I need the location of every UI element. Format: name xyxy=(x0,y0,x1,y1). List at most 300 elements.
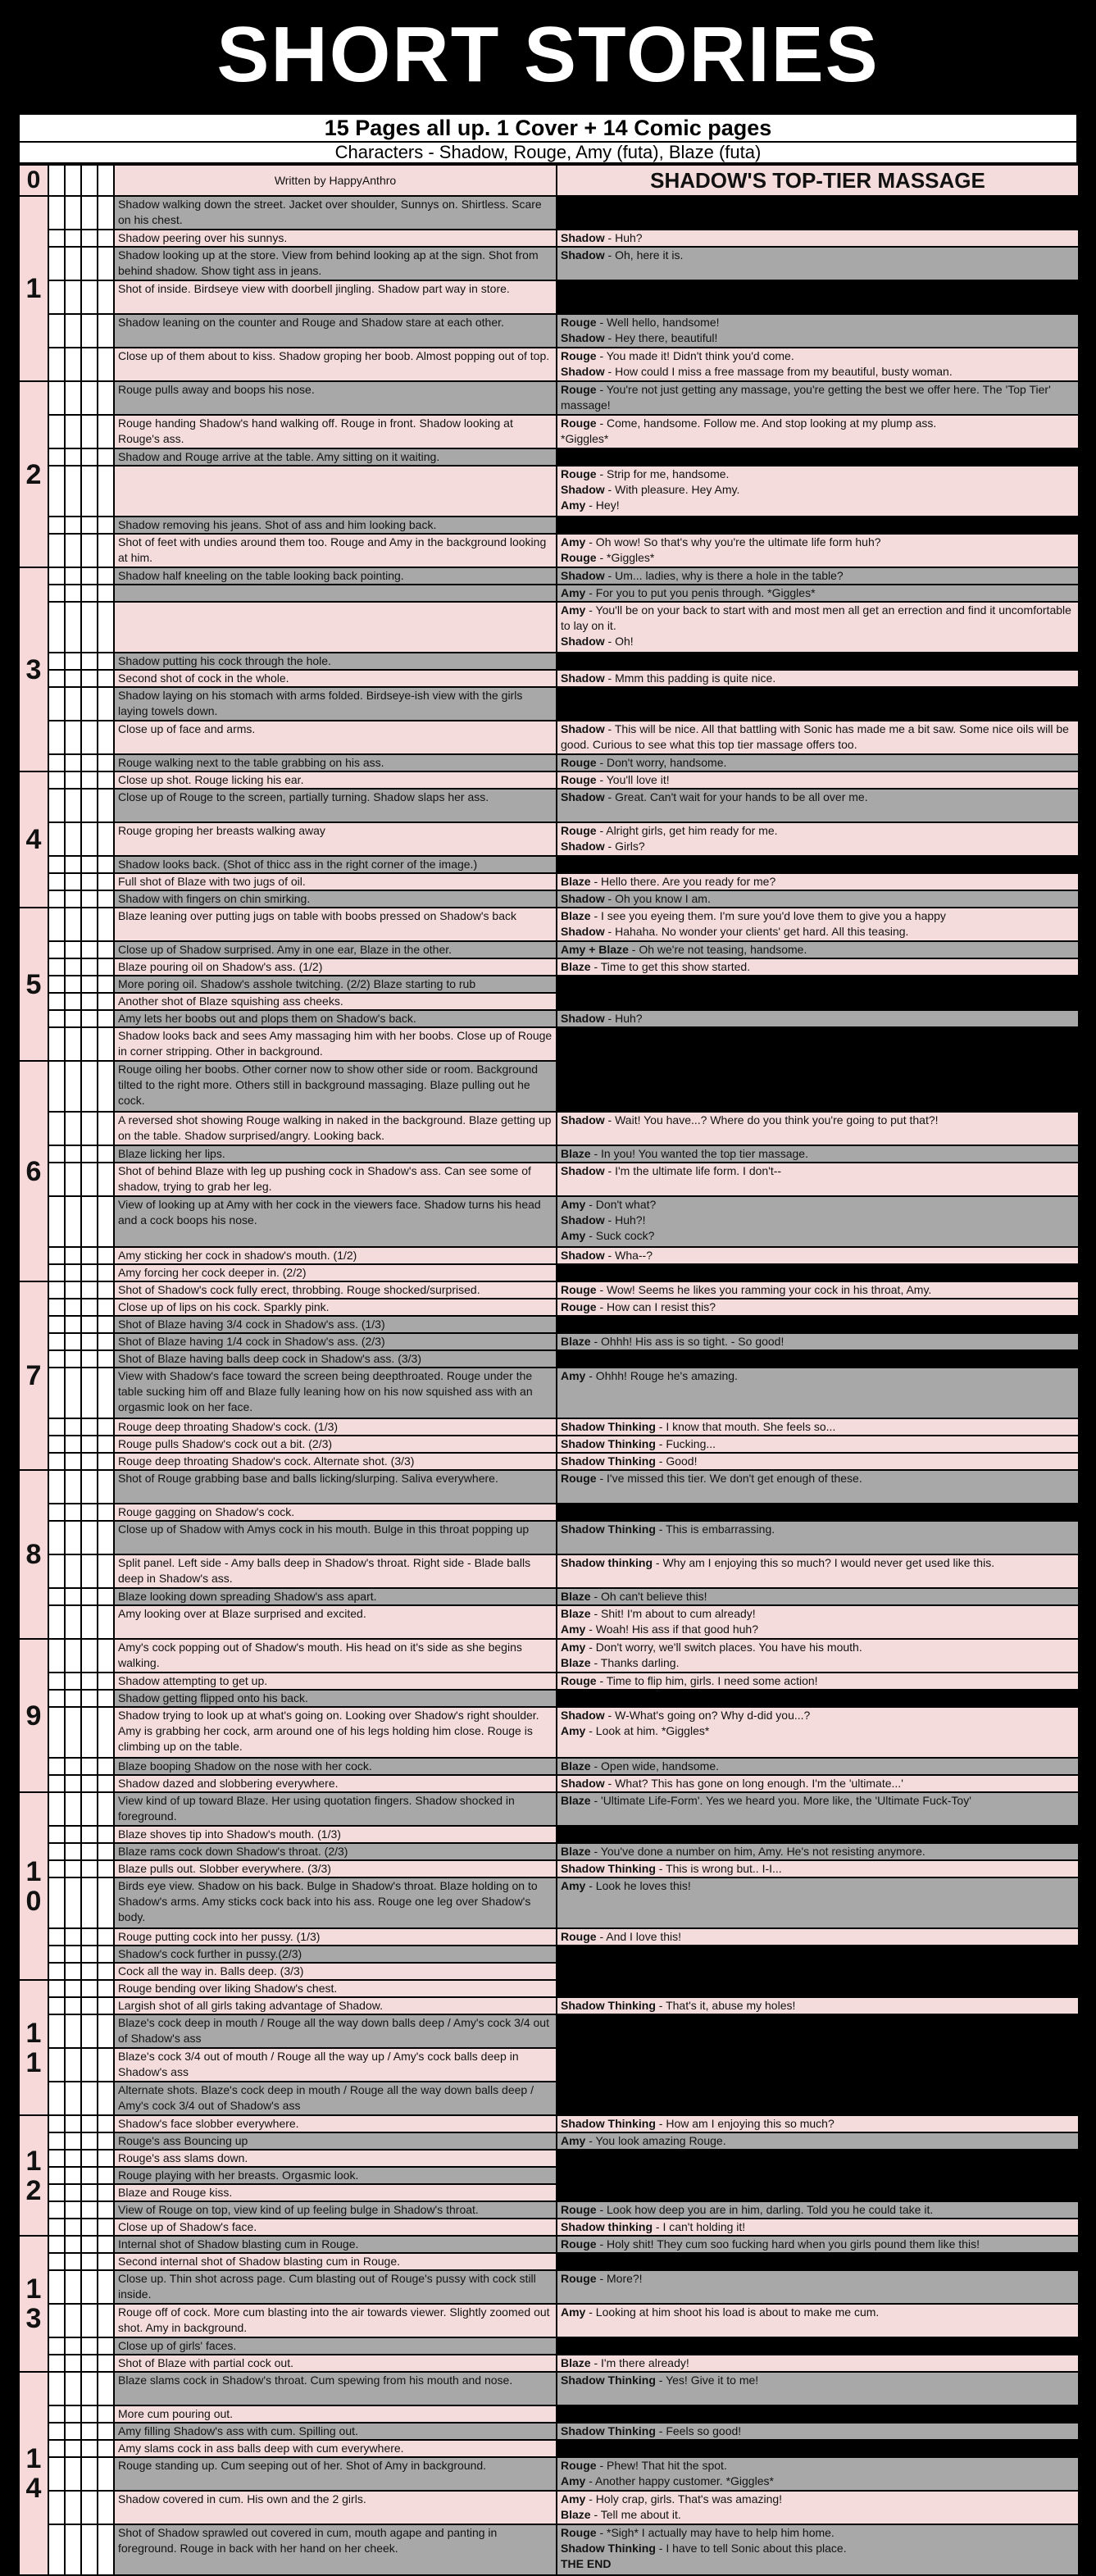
checkbox[interactable] xyxy=(98,721,114,754)
checkbox[interactable] xyxy=(81,687,98,721)
checkbox[interactable] xyxy=(98,1860,114,1877)
checkbox[interactable] xyxy=(48,670,65,687)
checkbox[interactable] xyxy=(48,1963,65,1980)
checkbox[interactable] xyxy=(48,1316,65,1333)
checkbox[interactable] xyxy=(81,1690,98,1707)
checkbox[interactable] xyxy=(48,1112,65,1145)
checkbox[interactable] xyxy=(81,1758,98,1775)
checkbox[interactable] xyxy=(65,2304,81,2337)
checkbox[interactable] xyxy=(81,856,98,873)
checkbox[interactable] xyxy=(98,1112,114,1145)
checkbox[interactable] xyxy=(98,2440,114,2457)
checkbox[interactable] xyxy=(65,1758,81,1775)
checkbox[interactable] xyxy=(48,1521,65,1554)
checkbox[interactable] xyxy=(81,1946,98,1963)
checkbox[interactable] xyxy=(81,1673,98,1690)
checkbox[interactable] xyxy=(65,2236,81,2253)
checkbox[interactable] xyxy=(48,976,65,993)
checkbox[interactable] xyxy=(81,2184,98,2201)
checkbox[interactable] xyxy=(48,1368,65,1418)
checkbox[interactable] xyxy=(65,1112,81,1145)
checkbox[interactable] xyxy=(65,1928,81,1946)
checkbox[interactable] xyxy=(98,1605,114,1639)
checkbox[interactable] xyxy=(65,653,81,670)
checkbox[interactable] xyxy=(65,517,81,534)
checkbox[interactable] xyxy=(98,941,114,958)
checkbox[interactable] xyxy=(81,381,98,415)
checkbox[interactable] xyxy=(98,993,114,1010)
checkbox[interactable] xyxy=(98,1061,114,1112)
checkbox[interactable] xyxy=(65,771,81,789)
checkbox[interactable] xyxy=(81,890,98,908)
checkbox[interactable] xyxy=(65,1554,81,1588)
checkbox[interactable] xyxy=(48,993,65,1010)
checkbox[interactable] xyxy=(65,2253,81,2270)
checkbox[interactable] xyxy=(98,1928,114,1946)
checkbox[interactable] xyxy=(81,670,98,687)
checkbox[interactable] xyxy=(81,2014,98,2048)
checkbox[interactable] xyxy=(65,585,81,602)
checkbox[interactable] xyxy=(65,1860,81,1877)
checkbox[interactable] xyxy=(81,466,98,517)
checkbox[interactable] xyxy=(65,2524,81,2575)
checkbox[interactable] xyxy=(98,890,114,908)
checkbox[interactable] xyxy=(65,2457,81,2491)
checkbox[interactable] xyxy=(98,1368,114,1418)
checkbox[interactable] xyxy=(81,873,98,890)
checkbox[interactable] xyxy=(98,908,114,941)
checkbox[interactable] xyxy=(81,1521,98,1554)
checkbox[interactable] xyxy=(48,2184,65,2201)
checkbox[interactable] xyxy=(98,976,114,993)
checkbox[interactable] xyxy=(65,2082,81,2115)
checkbox[interactable] xyxy=(81,1418,98,1436)
checkbox[interactable] xyxy=(98,1690,114,1707)
checkbox[interactable] xyxy=(81,1368,98,1418)
checkbox[interactable] xyxy=(98,1010,114,1027)
checkbox[interactable] xyxy=(98,448,114,466)
checkbox[interactable] xyxy=(81,1247,98,1264)
checkbox[interactable] xyxy=(81,1145,98,1163)
checkbox[interactable] xyxy=(48,2132,65,2150)
checkbox[interactable] xyxy=(65,873,81,890)
checkbox[interactable] xyxy=(81,2167,98,2184)
checkbox[interactable] xyxy=(81,2524,98,2575)
checkbox[interactable] xyxy=(48,314,65,348)
checkbox[interactable] xyxy=(48,1877,65,1928)
checkbox[interactable] xyxy=(81,1588,98,1605)
checkbox[interactable] xyxy=(98,822,114,856)
checkbox[interactable] xyxy=(48,1673,65,1690)
checkbox[interactable] xyxy=(65,1333,81,1350)
checkbox[interactable] xyxy=(81,2048,98,2082)
checkbox[interactable] xyxy=(65,2048,81,2082)
checkbox[interactable] xyxy=(48,1247,65,1264)
checkbox[interactable] xyxy=(48,517,65,534)
checkbox[interactable] xyxy=(98,653,114,670)
checkbox[interactable] xyxy=(65,958,81,976)
checkbox[interactable] xyxy=(81,1281,98,1299)
checkbox[interactable] xyxy=(48,2115,65,2132)
checkbox[interactable] xyxy=(48,448,65,466)
checkbox[interactable] xyxy=(81,1027,98,1061)
checkbox[interactable] xyxy=(98,2132,114,2150)
checkbox[interactable] xyxy=(65,602,81,653)
checkbox[interactable] xyxy=(65,1470,81,1504)
checkbox[interactable] xyxy=(48,1010,65,1027)
checkbox[interactable] xyxy=(65,1997,81,2014)
checkbox[interactable] xyxy=(98,2405,114,2423)
checkbox[interactable] xyxy=(65,2270,81,2304)
checkbox[interactable] xyxy=(81,2219,98,2236)
checkbox[interactable] xyxy=(48,2337,65,2355)
checkbox[interactable] xyxy=(98,1707,114,1758)
checkbox[interactable] xyxy=(65,1368,81,1418)
checkbox[interactable] xyxy=(81,1792,98,1826)
checkbox[interactable] xyxy=(98,1877,114,1928)
checkbox[interactable] xyxy=(81,1061,98,1112)
checkbox[interactable] xyxy=(98,2082,114,2115)
checkbox[interactable] xyxy=(65,1826,81,1843)
checkbox[interactable] xyxy=(48,1997,65,2014)
checkbox[interactable] xyxy=(98,2524,114,2575)
checkbox[interactable] xyxy=(98,280,114,314)
checkbox[interactable] xyxy=(81,941,98,958)
checkbox[interactable] xyxy=(48,2457,65,2491)
checkbox[interactable] xyxy=(65,2201,81,2219)
checkbox[interactable] xyxy=(98,2372,114,2405)
checkbox[interactable] xyxy=(98,2048,114,2082)
checkbox[interactable] xyxy=(81,247,98,280)
checkbox[interactable] xyxy=(81,1707,98,1758)
checkbox[interactable] xyxy=(81,2405,98,2423)
checkbox[interactable] xyxy=(98,1453,114,1470)
checkbox[interactable] xyxy=(48,1758,65,1775)
checkbox[interactable] xyxy=(81,754,98,771)
checkbox[interactable] xyxy=(48,890,65,908)
checkbox[interactable] xyxy=(65,2150,81,2167)
checkbox[interactable] xyxy=(65,2167,81,2184)
checkbox[interactable] xyxy=(65,1775,81,1792)
checkbox[interactable] xyxy=(81,1504,98,1521)
checkbox[interactable] xyxy=(48,2201,65,2219)
checkbox[interactable] xyxy=(48,1775,65,1792)
checkbox[interactable] xyxy=(81,2337,98,2355)
checkbox[interactable] xyxy=(65,2372,81,2405)
checkbox[interactable] xyxy=(98,1299,114,1316)
checkbox[interactable] xyxy=(98,165,114,196)
checkbox[interactable] xyxy=(65,1264,81,1281)
checkbox[interactable] xyxy=(81,1196,98,1247)
checkbox[interactable] xyxy=(98,2150,114,2167)
checkbox[interactable] xyxy=(98,1470,114,1504)
checkbox[interactable] xyxy=(65,230,81,247)
checkbox[interactable] xyxy=(65,721,81,754)
checkbox[interactable] xyxy=(48,1639,65,1673)
checkbox[interactable] xyxy=(98,1196,114,1247)
checkbox[interactable] xyxy=(98,1436,114,1453)
checkbox[interactable] xyxy=(48,1707,65,1758)
checkbox[interactable] xyxy=(81,771,98,789)
checkbox[interactable] xyxy=(48,567,65,585)
checkbox[interactable] xyxy=(81,2423,98,2440)
checkbox[interactable] xyxy=(81,1997,98,2014)
checkbox[interactable] xyxy=(65,348,81,381)
checkbox[interactable] xyxy=(98,567,114,585)
checkbox[interactable] xyxy=(48,1436,65,1453)
checkbox[interactable] xyxy=(81,993,98,1010)
checkbox[interactable] xyxy=(48,1792,65,1826)
checkbox[interactable] xyxy=(65,2184,81,2201)
checkbox[interactable] xyxy=(81,1605,98,1639)
checkbox[interactable] xyxy=(98,2355,114,2372)
checkbox[interactable] xyxy=(65,1521,81,1554)
checkbox[interactable] xyxy=(65,2014,81,2048)
checkbox[interactable] xyxy=(48,856,65,873)
checkbox[interactable] xyxy=(98,1247,114,1264)
checkbox[interactable] xyxy=(48,1843,65,1860)
checkbox[interactable] xyxy=(98,517,114,534)
checkbox[interactable] xyxy=(48,771,65,789)
checkbox[interactable] xyxy=(48,415,65,448)
checkbox[interactable] xyxy=(48,2167,65,2184)
checkbox[interactable] xyxy=(48,1554,65,1588)
checkbox[interactable] xyxy=(48,1418,65,1436)
checkbox[interactable] xyxy=(98,2337,114,2355)
checkbox[interactable] xyxy=(81,721,98,754)
checkbox[interactable] xyxy=(48,2048,65,2082)
checkbox[interactable] xyxy=(81,1826,98,1843)
checkbox[interactable] xyxy=(65,1027,81,1061)
checkbox[interactable] xyxy=(98,2236,114,2253)
checkbox[interactable] xyxy=(98,670,114,687)
checkbox[interactable] xyxy=(98,1350,114,1368)
checkbox[interactable] xyxy=(48,1504,65,1521)
checkbox[interactable] xyxy=(98,1145,114,1163)
checkbox[interactable] xyxy=(98,1281,114,1299)
checkbox[interactable] xyxy=(65,1350,81,1368)
checkbox[interactable] xyxy=(65,247,81,280)
checkbox[interactable] xyxy=(98,1521,114,1554)
checkbox[interactable] xyxy=(98,789,114,822)
checkbox[interactable] xyxy=(98,314,114,348)
checkbox[interactable] xyxy=(65,1281,81,1299)
checkbox[interactable] xyxy=(48,2524,65,2575)
checkbox[interactable] xyxy=(65,1690,81,1707)
checkbox[interactable] xyxy=(65,1010,81,1027)
checkbox[interactable] xyxy=(98,196,114,230)
checkbox[interactable] xyxy=(48,1860,65,1877)
checkbox[interactable] xyxy=(65,822,81,856)
checkbox[interactable] xyxy=(81,1775,98,1792)
checkbox[interactable] xyxy=(48,2014,65,2048)
checkbox[interactable] xyxy=(81,1264,98,1281)
checkbox[interactable] xyxy=(48,2405,65,2423)
checkbox[interactable] xyxy=(48,721,65,754)
checkbox[interactable] xyxy=(65,2405,81,2423)
checkbox[interactable] xyxy=(65,2337,81,2355)
checkbox[interactable] xyxy=(81,196,98,230)
checkbox[interactable] xyxy=(48,2236,65,2253)
checkbox[interactable] xyxy=(98,771,114,789)
checkbox[interactable] xyxy=(65,1877,81,1928)
checkbox[interactable] xyxy=(81,1112,98,1145)
checkbox[interactable] xyxy=(98,873,114,890)
checkbox[interactable] xyxy=(98,1504,114,1521)
checkbox[interactable] xyxy=(48,280,65,314)
checkbox[interactable] xyxy=(65,1792,81,1826)
checkbox[interactable] xyxy=(48,1946,65,1963)
checkbox[interactable] xyxy=(81,2082,98,2115)
checkbox[interactable] xyxy=(48,2304,65,2337)
checkbox[interactable] xyxy=(98,1826,114,1843)
checkbox[interactable] xyxy=(48,1605,65,1639)
checkbox[interactable] xyxy=(81,1316,98,1333)
checkbox[interactable] xyxy=(98,1027,114,1061)
checkbox[interactable] xyxy=(98,1639,114,1673)
checkbox[interactable] xyxy=(65,754,81,771)
checkbox[interactable] xyxy=(65,1145,81,1163)
checkbox[interactable] xyxy=(65,196,81,230)
checkbox[interactable] xyxy=(65,1453,81,1470)
checkbox[interactable] xyxy=(48,789,65,822)
checkbox[interactable] xyxy=(48,2423,65,2440)
checkbox[interactable] xyxy=(48,2150,65,2167)
checkbox[interactable] xyxy=(48,602,65,653)
checkbox[interactable] xyxy=(65,1946,81,1963)
checkbox[interactable] xyxy=(65,1418,81,1436)
checkbox[interactable] xyxy=(48,1588,65,1605)
checkbox[interactable] xyxy=(98,2184,114,2201)
checkbox[interactable] xyxy=(48,754,65,771)
checkbox[interactable] xyxy=(65,2355,81,2372)
checkbox[interactable] xyxy=(81,908,98,941)
checkbox[interactable] xyxy=(98,2423,114,2440)
checkbox[interactable] xyxy=(81,2115,98,2132)
checkbox[interactable] xyxy=(48,2440,65,2457)
checkbox[interactable] xyxy=(81,2270,98,2304)
checkbox[interactable] xyxy=(65,1504,81,1521)
checkbox[interactable] xyxy=(81,585,98,602)
checkbox[interactable] xyxy=(81,280,98,314)
checkbox[interactable] xyxy=(98,2201,114,2219)
checkbox[interactable] xyxy=(65,890,81,908)
checkbox[interactable] xyxy=(81,2150,98,2167)
checkbox[interactable] xyxy=(98,1163,114,1196)
checkbox[interactable] xyxy=(48,1690,65,1707)
checkbox[interactable] xyxy=(48,230,65,247)
checkbox[interactable] xyxy=(98,348,114,381)
checkbox[interactable] xyxy=(81,314,98,348)
checkbox[interactable] xyxy=(48,1928,65,1946)
checkbox[interactable] xyxy=(48,908,65,941)
checkbox[interactable] xyxy=(48,873,65,890)
checkbox[interactable] xyxy=(98,1792,114,1826)
checkbox[interactable] xyxy=(98,1963,114,1980)
checkbox[interactable] xyxy=(81,1163,98,1196)
checkbox[interactable] xyxy=(65,2423,81,2440)
checkbox[interactable] xyxy=(65,1963,81,1980)
checkbox[interactable] xyxy=(81,976,98,993)
checkbox[interactable] xyxy=(81,2372,98,2405)
checkbox[interactable] xyxy=(48,2219,65,2236)
checkbox[interactable] xyxy=(48,687,65,721)
checkbox[interactable] xyxy=(81,348,98,381)
checkbox[interactable] xyxy=(81,567,98,585)
checkbox[interactable] xyxy=(48,1299,65,1316)
checkbox[interactable] xyxy=(48,958,65,976)
checkbox[interactable] xyxy=(65,1980,81,1997)
checkbox[interactable] xyxy=(48,196,65,230)
checkbox[interactable] xyxy=(81,1843,98,1860)
checkbox[interactable] xyxy=(98,856,114,873)
checkbox[interactable] xyxy=(48,941,65,958)
checkbox[interactable] xyxy=(65,165,81,196)
checkbox[interactable] xyxy=(65,1316,81,1333)
checkbox[interactable] xyxy=(65,415,81,448)
checkbox[interactable] xyxy=(98,1758,114,1775)
checkbox[interactable] xyxy=(48,1061,65,1112)
checkbox[interactable] xyxy=(98,381,114,415)
checkbox[interactable] xyxy=(65,466,81,517)
checkbox[interactable] xyxy=(81,1470,98,1504)
checkbox[interactable] xyxy=(81,415,98,448)
checkbox[interactable] xyxy=(48,1350,65,1368)
checkbox[interactable] xyxy=(81,1453,98,1470)
checkbox[interactable] xyxy=(65,567,81,585)
checkbox[interactable] xyxy=(65,1061,81,1112)
checkbox[interactable] xyxy=(48,822,65,856)
checkbox[interactable] xyxy=(81,1350,98,1368)
checkbox[interactable] xyxy=(81,517,98,534)
checkbox[interactable] xyxy=(65,1299,81,1316)
checkbox[interactable] xyxy=(65,1843,81,1860)
checkbox[interactable] xyxy=(81,165,98,196)
checkbox[interactable] xyxy=(81,653,98,670)
checkbox[interactable] xyxy=(48,1027,65,1061)
checkbox[interactable] xyxy=(81,1299,98,1316)
checkbox[interactable] xyxy=(48,2355,65,2372)
checkbox[interactable] xyxy=(81,789,98,822)
checkbox[interactable] xyxy=(48,466,65,517)
checkbox[interactable] xyxy=(65,1247,81,1264)
checkbox[interactable] xyxy=(98,2457,114,2491)
checkbox[interactable] xyxy=(65,534,81,567)
checkbox[interactable] xyxy=(48,1826,65,1843)
checkbox[interactable] xyxy=(65,856,81,873)
checkbox[interactable] xyxy=(65,908,81,941)
checkbox[interactable] xyxy=(98,1333,114,1350)
checkbox[interactable] xyxy=(65,314,81,348)
checkbox[interactable] xyxy=(98,2270,114,2304)
checkbox[interactable] xyxy=(81,602,98,653)
checkbox[interactable] xyxy=(98,1554,114,1588)
checkbox[interactable] xyxy=(98,2014,114,2048)
checkbox[interactable] xyxy=(65,993,81,1010)
checkbox[interactable] xyxy=(48,585,65,602)
checkbox[interactable] xyxy=(81,1860,98,1877)
checkbox[interactable] xyxy=(48,1333,65,1350)
checkbox[interactable] xyxy=(48,2253,65,2270)
checkbox[interactable] xyxy=(81,1010,98,1027)
checkbox[interactable] xyxy=(81,2457,98,2491)
checkbox[interactable] xyxy=(98,585,114,602)
checkbox[interactable] xyxy=(81,2236,98,2253)
checkbox[interactable] xyxy=(65,2219,81,2236)
checkbox[interactable] xyxy=(65,448,81,466)
checkbox[interactable] xyxy=(65,1639,81,1673)
checkbox[interactable] xyxy=(48,1163,65,1196)
